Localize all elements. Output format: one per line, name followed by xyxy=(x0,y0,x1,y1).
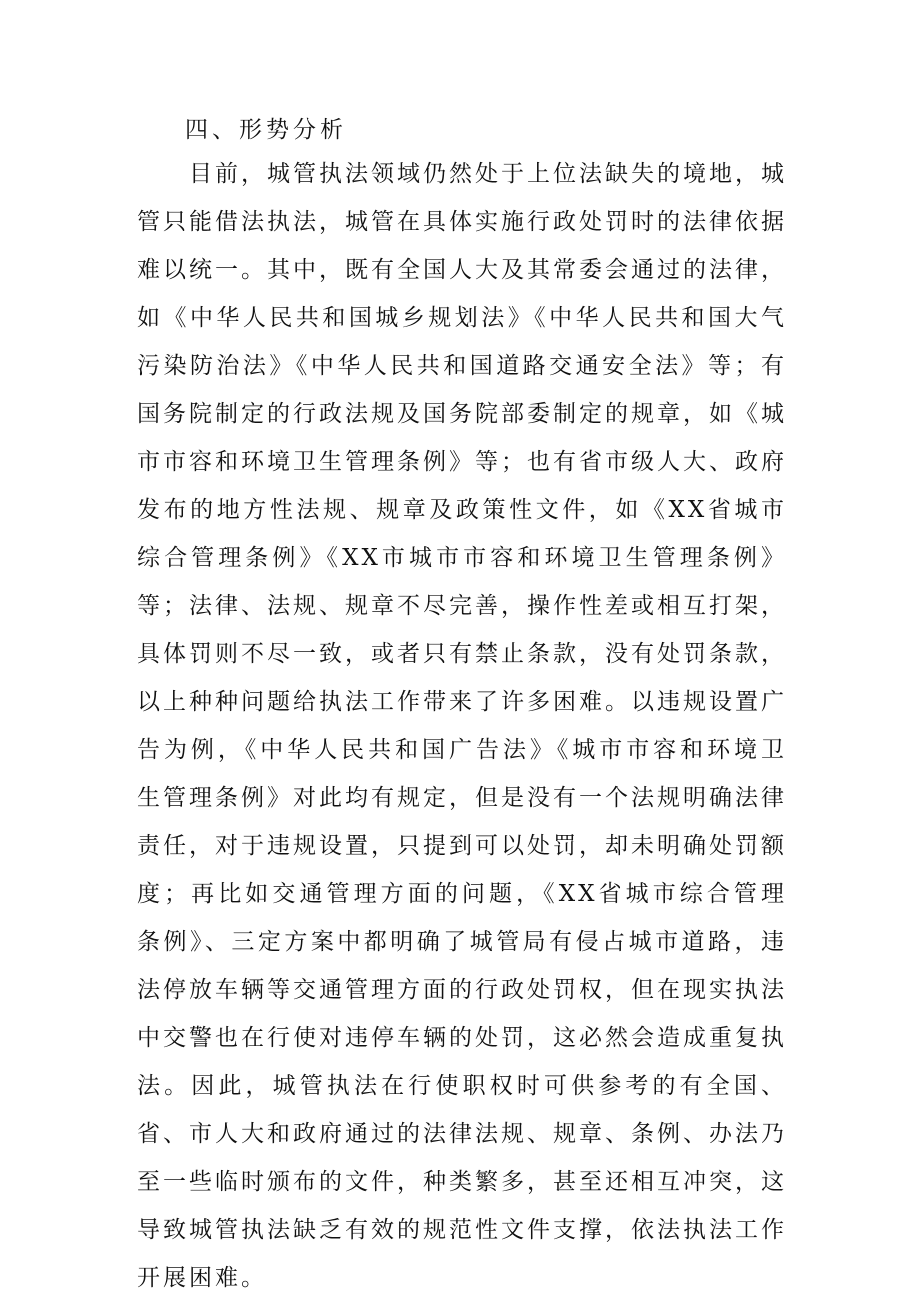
body-paragraph: 目前，城管执法领域仍然处于上位法缺失的境地，城管只能借法执法，城管在具体实施行政处罚时的法律依据难以统一。其中，既有全国人大及其常委会通过的法律，如《中华人民共和国城乡规划法》《中华人民共和国大气污染防治法》《中华人民共和国道路交通安全法》等；有国务院制定的行政法规及国务院部委制定的规章，如《城市市容和环境卫生管理条例》等；也有省市级人大、政府发布的地方性法规、规章及政策性文件，如《XX省城市综合管理条例》《XX市城市市容和环境卫生管理条例》等；法律、法规、规章不尽完善，操作性差或相互打架，具体罚则不尽一致，或者只有禁止条款，没有处罚条款，以上种种问题给执法工作带来了许多困难。以违规设置广告为例，《中华人民共和国广告法》《城市市容和环境卫生管理条例》对此均有规定，但是没有一个法规明确法律责任，对于违规设置，只提到可以处罚，却未明确处罚额度；再比如交通管理方面的问题，《XX省城市综合管理条例》、三定方案中都明确了城管局有侵占城市道路，违法停放车辆等交通管理方面的行政处罚权，但在现实执法中交警也在行使对违停车辆的处罚，这必然会造成重复执法。因此，城管执法在行使职权时可供参考的有全国、省、市人大和政府通过的法律法规、规章、条例、办法乃至一些临时颁布的文件，种类繁多，甚至还相互冲突，这导致城管执法缺乏有效的规范性文件支撑，依法执法工作开展困难。 xyxy=(137,161,787,1291)
section-heading: 四、形势分析 xyxy=(185,117,347,143)
document-body xyxy=(137,110,787,1302)
